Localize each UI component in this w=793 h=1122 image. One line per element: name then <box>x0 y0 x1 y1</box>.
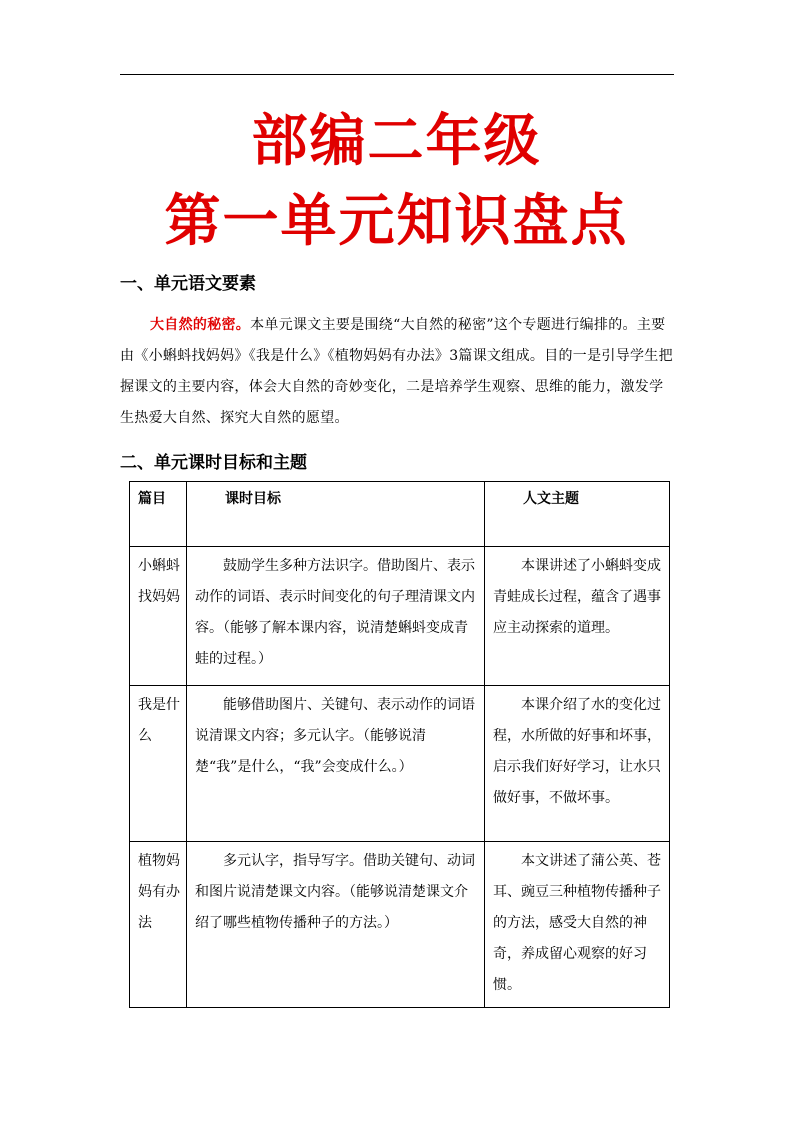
lesson-table <box>129 481 670 1008</box>
section1-paragraph <box>120 310 676 434</box>
lesson-goal-cell <box>187 842 485 1008</box>
table-header-row <box>130 482 670 547</box>
doc-title-line2: 第一单元知识盘点 <box>164 189 629 254</box>
lesson-goal-text: 多元认字，指导写字。借助关键句、动词和图片说清楚课文内容。（能够说清楚课文介绍了哪些植物传播种子的方法。） <box>195 853 475 931</box>
section2-heading: 二、单元课时目标和主题 <box>120 453 307 473</box>
lesson-theme-text: 本文讲述了蒲公英、苍耳、豌豆三种植物传播种子的方法，感受大自然的神奇，养成留心观察的好习惯。 <box>493 853 661 993</box>
lesson-goal-text: 能够借助图片、关键句、表示动作的词语说清课文内容；多元认字。（能够说清楚“我”是什么，“我”会变成什么。） <box>195 697 475 775</box>
header-cell-title: 篇目 <box>130 482 187 547</box>
lesson-goal-cell <box>187 686 485 842</box>
lesson-title-cell: 植物妈妈有办法 <box>130 842 187 1008</box>
table-row <box>130 547 670 686</box>
section1-body: 本单元课文主要是围绕“大自然的秘密”这个专题进行编排的。主要由《小蝌蚪找妈妈》《我是什么》《植物妈妈有办法》3篇课文组成。目的一是引导学生把握课文的主要内容，体会大自然的奇妙变化，二是培养学生观察、思维的能力，激发学生热爱大自然、探究大自然的愿望。 <box>120 317 673 426</box>
lesson-theme-text: 本课讲述了小蝌蚪变成青蛙成长过程，蕴含了遇事应主动探索的道理。 <box>493 558 661 636</box>
lesson-theme-cell <box>485 686 670 842</box>
section1-keyword: 大自然的秘密。 <box>150 317 251 333</box>
lesson-title-cell: 小蝌蚪找妈妈 <box>130 547 187 686</box>
lesson-goal-cell <box>187 547 485 686</box>
header-rule <box>120 74 674 75</box>
lesson-theme-cell <box>485 547 670 686</box>
lesson-theme-text: 本课介绍了水的变化过程，水所做的好事和坏事，启示我们好好学习，让水只做好事，不做坏事。 <box>493 697 661 806</box>
header-cell-goal: 课时目标 <box>187 482 485 547</box>
header-cell-theme: 人文主题 <box>485 482 670 547</box>
table-row <box>130 686 670 842</box>
lesson-goal-text: 鼓励学生多种方法识字。借助图片、表示动作的词语、表示时间变化的句子理清课文内容。（能够了解本课内容，说清楚蝌蚪变成青蛙的过程。） <box>195 558 475 667</box>
section1-heading: 一、单元语文要素 <box>120 274 256 294</box>
table-row <box>130 842 670 1008</box>
lesson-theme-cell <box>485 842 670 1008</box>
doc-title-line1: 部编二年级 <box>251 109 542 174</box>
lesson-title-cell: 我是什么 <box>130 686 187 842</box>
